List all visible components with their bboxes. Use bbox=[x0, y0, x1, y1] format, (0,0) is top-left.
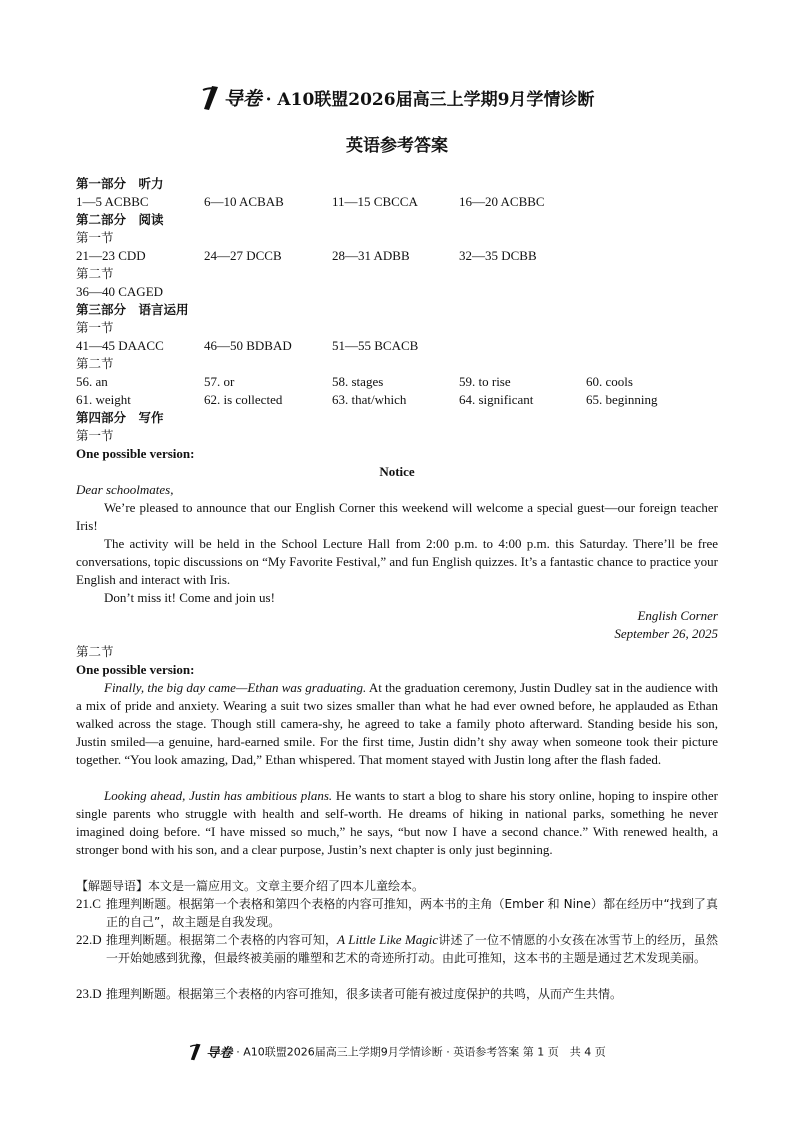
notice-title: Notice bbox=[379, 464, 415, 479]
answer-item: 56. an bbox=[76, 374, 108, 389]
page-footer bbox=[0, 1042, 794, 1061]
answer-item: 60. cools bbox=[586, 374, 633, 389]
answer-item: 57. or bbox=[204, 374, 235, 389]
footer-text: · A10联盟2026届高三上学期9月学情诊断 · 英语参考答案 第 1 页 共 4 页 bbox=[236, 1045, 606, 1059]
story-paragraph-lead: Finally, the big day came—Ethan was graduating. bbox=[104, 680, 367, 695]
answer-item: 62. is collected bbox=[204, 392, 283, 407]
answer-item: 59. to rise bbox=[459, 374, 511, 389]
book-title: A Little Like Magic bbox=[337, 932, 439, 947]
writing-2-label: One possible version: bbox=[76, 662, 195, 677]
answer-item: 63. that/which bbox=[332, 392, 407, 407]
writing-1-label: One possible version: bbox=[76, 446, 195, 461]
part-1-answers bbox=[76, 193, 736, 211]
part-3-heading: 第三部分 语言运用 bbox=[76, 302, 189, 317]
answer-group: 6—10 ACBAB bbox=[204, 194, 284, 209]
answer-group: 1—5 ACBBC bbox=[76, 194, 149, 209]
page-header bbox=[0, 84, 794, 111]
solution-guide-intro: 【解题导语】本文是一篇应用文。文章主要介绍了四本儿童绘本。 bbox=[76, 879, 425, 893]
story-paragraph-2 bbox=[76, 787, 718, 859]
brand-logo-text: 导卷 bbox=[223, 88, 262, 110]
answer-item: 64. significant bbox=[459, 392, 534, 407]
answer-item: 65. beginning bbox=[586, 392, 658, 407]
part-4-heading: 第四部分 写作 bbox=[76, 410, 164, 425]
story-paragraph-body: He wants to start a blog to share his story online, hoping to inspire other single parents who struggle with health and self-worth. He dreams of hiking in national parks, something he never imagined doing before. “I have missed so much,” he says, “but now I have a second chance.” With renewed health, a stronger bond with his son, and a clear purpose, Justin’s next chapter is only just beginning. bbox=[76, 788, 719, 857]
answer-item: 61. weight bbox=[76, 392, 131, 407]
notice-signature: English Corner bbox=[637, 608, 718, 623]
exam-title: · A10联盟2026届高三上学期9月学情诊断 bbox=[265, 90, 595, 110]
answer-group: 24—27 DCCB bbox=[204, 248, 282, 263]
part-2-section-1-answers bbox=[76, 247, 736, 265]
answer-group: 36—40 CAGED bbox=[76, 284, 164, 299]
question-23-explanation bbox=[76, 985, 718, 1003]
part-3-section-1-answers bbox=[76, 337, 736, 355]
section-heading: 第二节 bbox=[76, 644, 114, 659]
question-number: 23.D bbox=[76, 986, 102, 1001]
story-paragraph-lead: Looking ahead, Justin has ambitious plans. bbox=[104, 788, 333, 803]
brand-logo-icon bbox=[200, 85, 220, 111]
answer-group: 21—23 CDD bbox=[76, 248, 146, 263]
answer-group: 11—15 CBCCA bbox=[332, 194, 418, 209]
question-22-explanation bbox=[76, 931, 718, 967]
answer-item: 58. stages bbox=[332, 374, 384, 389]
section-heading: 第一节 bbox=[76, 230, 114, 245]
footer-logo-text: 导卷 bbox=[206, 1046, 233, 1061]
answer-group: 32—35 DCBB bbox=[459, 248, 537, 263]
section-heading: 第二节 bbox=[76, 266, 114, 281]
document-subtitle: 英语参考答案 bbox=[346, 136, 448, 156]
notice-date: September 26, 2025 bbox=[614, 626, 718, 641]
story-paragraph-1 bbox=[76, 679, 718, 769]
explanation-text: 推理判断题。根据第一个表格和第四个表格的内容可推知，两本书的主角（Ember 和 Nine）都在经历中“找到了真正的自己”，故主题是自我发现。 bbox=[106, 897, 718, 929]
part-3-section-2-row-2 bbox=[76, 391, 736, 409]
answer-group: 46—50 BDBAD bbox=[204, 338, 292, 353]
question-number: 22.D bbox=[76, 932, 102, 947]
section-heading: 第一节 bbox=[76, 428, 114, 443]
section-heading: 第二节 bbox=[76, 356, 114, 371]
part-3-section-2-row-1 bbox=[76, 373, 736, 391]
part-2-section-2-answers bbox=[76, 283, 736, 301]
question-number: 21.C bbox=[76, 896, 101, 911]
explanation-text: 推理判断题。根据第二个表格的内容可知，A Little Like Magic讲述了一位不情愿的小女孩在冰雪节上的经历，虽然一开始她感到犹豫，但最终被美丽的雕塑和艺术的奇迹所打动。由此可推知，这本书的主题是通过艺术发现美丽。 bbox=[106, 932, 718, 965]
answer-group: 28—31 ADBB bbox=[332, 248, 410, 263]
answer-group: 51—55 BCACB bbox=[332, 338, 419, 353]
notice-greeting: Dear schoolmates, bbox=[76, 482, 174, 497]
story-paragraph-body: At the graduation ceremony, Justin Dudley sat in the audience with a mix of pride and anxiety. Wearing a suit two sizes smaller than what he had ever owned before, he applauded as Ethan walked across the stage. Though still camera-shy, he agreed to take a family photo afterward. Standing beside his son, Justin smiled—a genuine, hard-earned smile. For the first time, Justin didn’t shy away when someone took their picture together. “You look amazing, Dad,” Ethan whispered. That moment stayed with Justin long after the flash faded. bbox=[76, 680, 718, 767]
brand-logo-icon bbox=[188, 1043, 202, 1061]
part-2-heading: 第二部分 阅读 bbox=[76, 212, 164, 227]
notice-paragraph: The activity will be held in the School Lecture Hall from 2:00 p.m. to 4:00 p.m. this Saturday. There’ll be free conversations, topic discussions on “My Favorite Festival,” and fun English quizzes. It’s a fantastic chance to practice your English and interact with Iris. bbox=[76, 536, 718, 587]
notice-paragraph: Don’t miss it! Come and join us! bbox=[104, 590, 275, 605]
part-1-heading: 第一部分 听力 bbox=[76, 176, 164, 191]
answer-group: 41—45 DAACC bbox=[76, 338, 164, 353]
explanation-text: 推理判断题。根据第三个表格的内容可推知，很多读者可能有被过度保护的共鸣，从而产生共情。 bbox=[106, 987, 623, 1001]
notice-paragraph: We’re pleased to announce that our English Corner this weekend will welcome a special guest—our foreign teacher Iris! bbox=[76, 500, 718, 533]
section-heading: 第一节 bbox=[76, 320, 114, 335]
answer-group: 16—20 ACBBC bbox=[459, 194, 545, 209]
question-21-explanation bbox=[76, 895, 718, 931]
